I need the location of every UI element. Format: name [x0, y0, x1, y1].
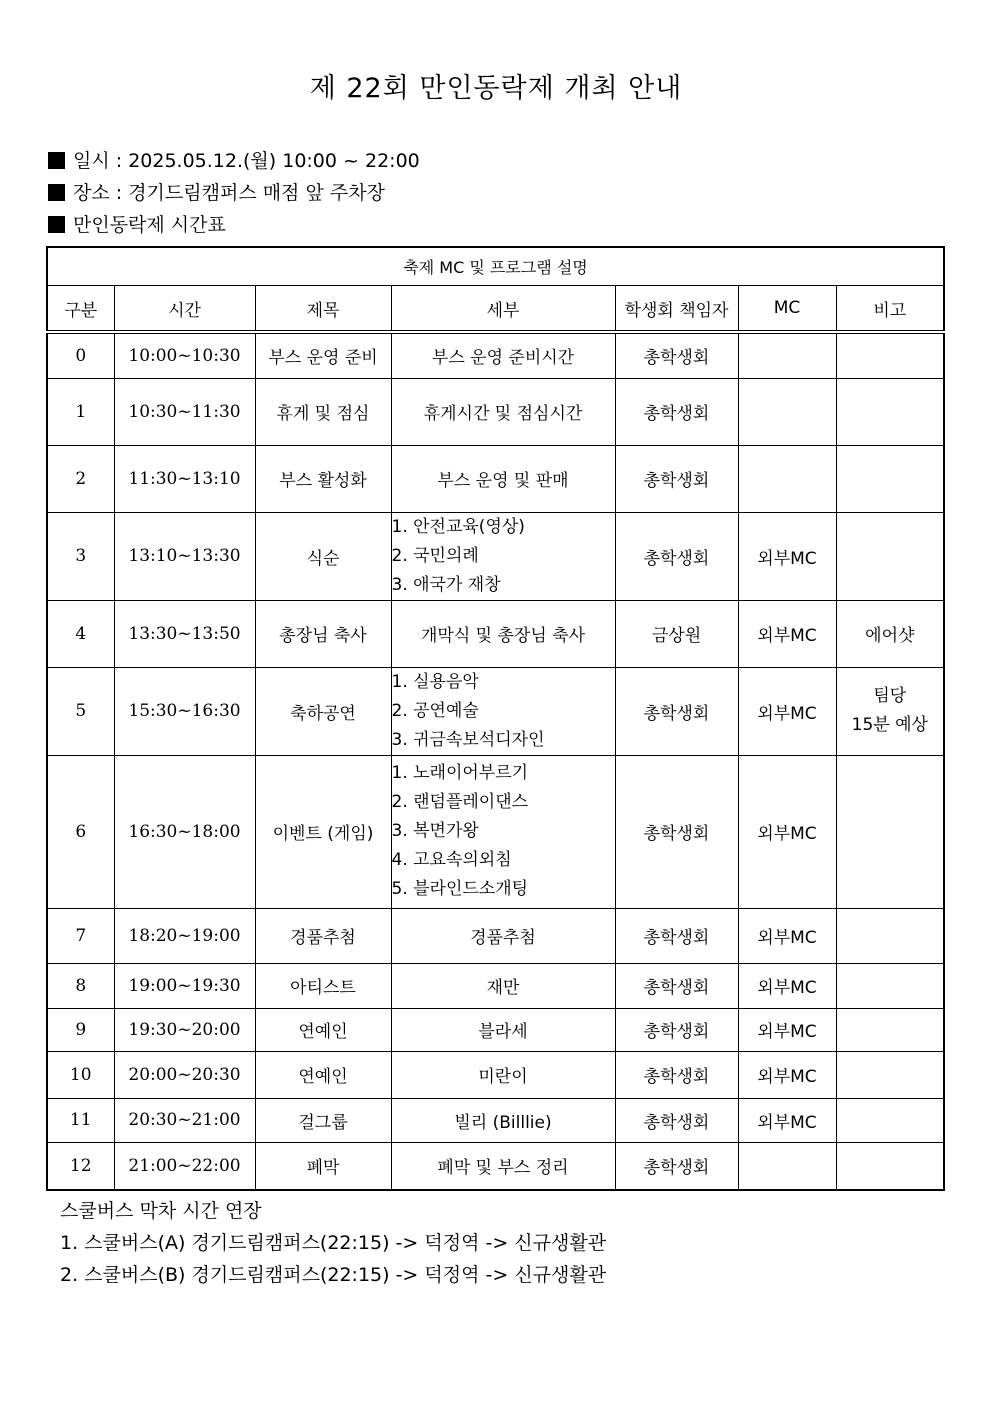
table-caption: 축제 MC 및 프로그램 설명 [47, 247, 944, 286]
table-row [47, 755, 944, 908]
row-mc: 외부MC [738, 963, 836, 1008]
place-text: 장소 : 경기드림캠퍼스 매점 앞 주차장 [73, 182, 385, 204]
row-detail: 휴게시간 및 점심시간 [391, 378, 615, 445]
detail-list-item: 2. 랜덤플레이댄스 [391, 792, 529, 812]
row-mc: 외부MC [738, 600, 836, 667]
row-time: 13:30~13:50 [114, 600, 255, 667]
row-mc [738, 378, 836, 445]
row-note [836, 1098, 944, 1142]
header-cell: MC [738, 286, 836, 333]
row-time: 13:10~13:30 [114, 512, 255, 600]
row-detail: 블라세 [391, 1008, 615, 1051]
row-lead: 총학생회 [615, 378, 738, 445]
table-row [47, 445, 944, 512]
table-row [47, 1142, 944, 1190]
row-note [836, 667, 944, 755]
table-row [47, 1008, 944, 1051]
page-title: 제 22회 만인동락제 개최 안내 [309, 73, 683, 104]
row-detail [391, 667, 615, 755]
row-title: 축하공연 [255, 667, 391, 755]
row-lead: 총학생회 [615, 667, 738, 755]
row-note [836, 755, 944, 908]
row-mc [738, 445, 836, 512]
info-schedule-heading [48, 212, 226, 238]
table-row [47, 1051, 944, 1098]
row-number: 10 [47, 1051, 114, 1098]
row-lead: 총학생회 [615, 1142, 738, 1190]
header-cell: 제목 [255, 286, 391, 333]
table-header-row [47, 286, 944, 333]
detail-list-item: 1. 실용음악 [391, 671, 479, 692]
row-detail: 부스 운영 준비시간 [391, 332, 615, 378]
row-lead: 총학생회 [615, 755, 738, 908]
row-title: 부스 운영 준비 [255, 332, 391, 378]
row-title: 식순 [255, 512, 391, 600]
row-number: 1 [47, 378, 114, 445]
row-mc: 외부MC [738, 1098, 836, 1142]
detail-list-item: 1. 노래이어부르기 [391, 763, 529, 783]
table-row [47, 512, 944, 600]
row-detail: 미란이 [391, 1051, 615, 1098]
row-number: 8 [47, 963, 114, 1008]
row-time: 19:30~20:00 [114, 1008, 255, 1051]
row-time: 20:00~20:30 [114, 1051, 255, 1098]
schedule-heading-text: 만인동락제 시간표 [73, 214, 226, 236]
header-cell: 구분 [47, 286, 114, 333]
row-lead: 총학생회 [615, 908, 738, 963]
row-mc: 외부MC [738, 667, 836, 755]
row-detail: 경품추첨 [391, 908, 615, 963]
table-caption-row [47, 247, 944, 286]
table-row [47, 378, 944, 445]
row-note [836, 908, 944, 963]
row-title: 걸그룹 [255, 1098, 391, 1142]
row-number: 12 [47, 1142, 114, 1190]
row-lead: 총학생회 [615, 1098, 738, 1142]
row-title: 연예인 [255, 1008, 391, 1051]
row-title: 경품추첨 [255, 908, 391, 963]
black-square-icon [48, 216, 65, 233]
row-time: 19:00~19:30 [114, 963, 255, 1008]
row-time: 16:30~18:00 [114, 755, 255, 908]
row-mc [738, 332, 836, 378]
black-square-icon [48, 152, 65, 169]
row-lead: 총학생회 [615, 332, 738, 378]
header-cell: 학생회 책임자 [615, 286, 738, 333]
table-row [47, 963, 944, 1008]
row-detail: 부스 운영 및 판매 [391, 445, 615, 512]
row-mc: 외부MC [738, 512, 836, 600]
row-title: 휴게 및 점심 [255, 378, 391, 445]
row-detail: 폐막 및 부스 정리 [391, 1142, 615, 1190]
row-note [836, 1051, 944, 1098]
row-lead: 총학생회 [615, 1008, 738, 1051]
row-title: 폐막 [255, 1142, 391, 1190]
datetime-text: 일시 : 2025.05.12.(월) 10:00 ~ 22:00 [73, 150, 420, 172]
detail-list-item: 1. 안전교육(영상) [391, 516, 525, 537]
row-time: 21:00~22:00 [114, 1142, 255, 1190]
row-note [836, 445, 944, 512]
row-note [836, 1142, 944, 1190]
row-note [836, 512, 944, 600]
row-detail: 빌리 (Billlie) [391, 1098, 615, 1142]
table-row [47, 332, 944, 378]
row-lead: 금상원 [615, 600, 738, 667]
row-number: 2 [47, 445, 114, 512]
info-datetime [48, 148, 420, 174]
schedule-table [46, 246, 945, 1191]
row-number: 11 [47, 1098, 114, 1142]
row-note [836, 332, 944, 378]
row-title: 총장님 축사 [255, 600, 391, 667]
row-note [836, 1008, 944, 1051]
row-lead: 총학생회 [615, 963, 738, 1008]
row-number: 7 [47, 908, 114, 963]
row-time: 10:00~10:30 [114, 332, 255, 378]
row-mc: 외부MC [738, 755, 836, 908]
row-number: 5 [47, 667, 114, 755]
row-lead: 총학생회 [615, 512, 738, 600]
header-cell: 비고 [836, 286, 944, 333]
row-title: 부스 활성화 [255, 445, 391, 512]
header-cell: 세부 [391, 286, 615, 333]
row-mc [738, 1142, 836, 1190]
row-number: 0 [47, 332, 114, 378]
detail-list-item: 4. 고요속의외침 [391, 850, 512, 870]
row-note: 에어샷 [836, 600, 944, 667]
detail-list-item: 2. 국민의례 [391, 545, 479, 566]
table-row [47, 600, 944, 667]
row-number: 6 [47, 755, 114, 908]
detail-list-item: 3. 귀금속보석디자인 [391, 729, 545, 750]
detail-list-item: 2. 공연예술 [391, 700, 479, 721]
footer-heading: 스쿨버스 막차 시간 연장 [60, 1200, 262, 1222]
row-number: 9 [47, 1008, 114, 1051]
row-time: 10:30~11:30 [114, 378, 255, 445]
detail-list-item: 5. 블라인드소개팅 [391, 879, 529, 899]
note-line: 15분 예상 [851, 715, 928, 735]
header-cell: 시간 [114, 286, 255, 333]
row-title: 연예인 [255, 1051, 391, 1098]
row-mc: 외부MC [738, 1051, 836, 1098]
row-mc: 외부MC [738, 908, 836, 963]
detail-list-item: 3. 복면가왕 [391, 821, 479, 841]
footer-line: 2. 스쿨버스(B) 경기드림캠퍼스(22:15) -> 덕정역 -> 신규생활관 [60, 1264, 607, 1286]
black-square-icon [48, 184, 65, 201]
table-row [47, 1098, 944, 1142]
row-title: 아티스트 [255, 963, 391, 1008]
row-lead: 총학생회 [615, 445, 738, 512]
row-number: 4 [47, 600, 114, 667]
row-note [836, 378, 944, 445]
row-note [836, 963, 944, 1008]
row-mc: 외부MC [738, 1008, 836, 1051]
row-detail [391, 755, 615, 908]
footer-line: 1. 스쿨버스(A) 경기드림캠퍼스(22:15) -> 덕정역 -> 신규생활관 [60, 1232, 607, 1254]
row-time: 11:30~13:10 [114, 445, 255, 512]
schedule-body [47, 332, 944, 1190]
table-row [47, 908, 944, 963]
row-time: 15:30~16:30 [114, 667, 255, 755]
row-detail: 개막식 및 총장님 축사 [391, 600, 615, 667]
row-lead: 총학생회 [615, 1051, 738, 1098]
row-title: 이벤트 (게임) [255, 755, 391, 908]
row-time: 18:20~19:00 [114, 908, 255, 963]
info-place [48, 180, 385, 206]
detail-list-item: 3. 애국가 재창 [391, 574, 501, 595]
note-line: 팀당 [873, 686, 907, 706]
row-detail: 재만 [391, 963, 615, 1008]
row-number: 3 [47, 512, 114, 600]
table-row [47, 667, 944, 755]
row-time: 20:30~21:00 [114, 1098, 255, 1142]
row-detail [391, 512, 615, 600]
